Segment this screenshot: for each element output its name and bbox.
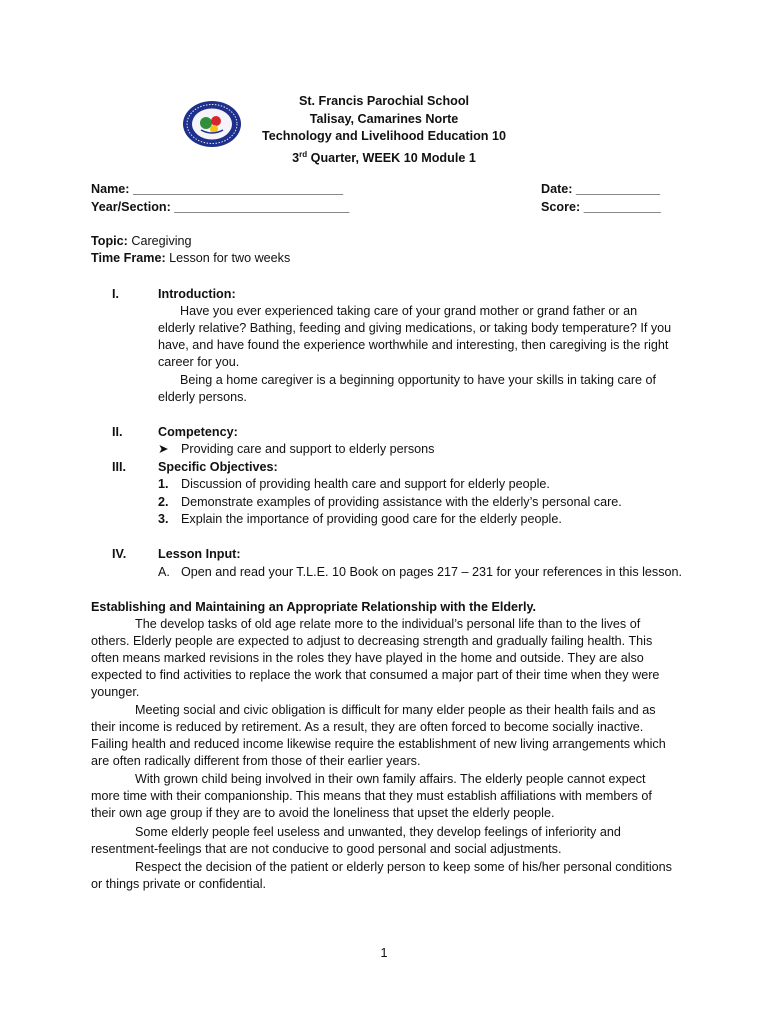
section-number-iv: IV.: [112, 547, 127, 561]
objective-item: Discussion of providing health care and support for elderly people.: [181, 477, 550, 491]
date-field: Date: ____________: [541, 182, 661, 196]
body-heading: Establishing and Maintaining an Appropriate Relationship with the Elderly.: [91, 600, 537, 614]
section-title-introduction: Introduction:: [158, 287, 236, 301]
page-number: 1: [380, 945, 388, 960]
objective-item: Explain the importance of providing good care for the elderly people.: [181, 512, 562, 526]
body-paragraph-2: Meeting social and civic obligation is difficult for many elder people as their health fails and as their income is reduced by retirement. As a result, they are often forced to become socially inactive. Failing health and reduced income likewise require the establishment of new living arrangements which are often radically different from those of their earlier years.: [91, 703, 666, 768]
lesson-input-text: Open and read your T.L.E. 10 Book on pages 217 – 231 for your references in this lesson.: [181, 565, 683, 579]
objective-item: Demonstrate examples of providing assistance with the elderly’s personal care.: [181, 495, 622, 509]
section-number-iii: III.: [112, 460, 126, 474]
section-title-lesson-input: Lesson Input:: [158, 547, 241, 561]
body-paragraph-1: The develop tasks of old age relate more to the individual’s personal life than to the lives of others. Elderly people are expected to adjust to decreasing strength and gradually failing health. This often means marked revisions in the roles they have played in the home and outside. They are also expected to find activities to replace the work that consumed a major part of their time when they were younger.: [91, 617, 660, 699]
body-paragraph-5: Respect the decision of the patient or elderly person to keep some of his/her personal conditions or things private or confidential.: [91, 860, 672, 891]
quarter-week-module: 3rd Quarter, WEEK 10 Module 1: [292, 150, 476, 166]
competency-bullet-icon: ➤: [158, 442, 169, 456]
section-title-competency: Competency:: [158, 425, 238, 439]
lesson-input-letter: A.: [158, 565, 170, 579]
score-field: Score: ___________: [541, 200, 661, 214]
subject-title: Technology and Livelihood Education 10: [262, 129, 506, 143]
objective-number: 2.: [158, 495, 169, 509]
school-location: Talisay, Camarines Norte: [309, 112, 459, 126]
body-paragraph-4: Some elderly people feel useless and unwanted, they develop feelings of inferiority and resentment-feelings that are not conducive to good personal and social adjustments.: [91, 825, 621, 856]
body-paragraph-3: With grown child being involved in their own family affairs. The elderly people cannot expect more time with their companionship. This means that they must establish affiliations with members of their own age group if they are to avoid the loneliness that upset the elderly people.: [91, 772, 652, 820]
intro-paragraph-1: Have you ever experienced taking care of your grand mother or grand father or an elderly relative? Bathing, feeding and giving medications, or taking body temperature? If you have, and have found the experience worthwhile and interesting, then caregiving is the right career for you.: [158, 304, 672, 369]
objective-number: 3.: [158, 512, 169, 526]
school-name: St. Francis Parochial School: [298, 94, 470, 108]
timeframe-line: Time Frame: Lesson for two weeks: [91, 251, 291, 265]
objective-number: 1.: [158, 477, 169, 491]
name-field: Name: ______________________________: [91, 182, 344, 196]
intro-paragraph-2: Being a home caregiver is a beginning opportunity to have your skills in taking care of elderly persons.: [158, 373, 657, 404]
section-number-i: I.: [112, 287, 119, 301]
competency-item: Providing care and support to elderly persons: [181, 442, 435, 456]
year-section-field: Year/Section: _________________________: [91, 200, 350, 214]
section-title-objectives: Specific Objectives:: [158, 460, 278, 474]
section-number-ii: II.: [112, 425, 123, 439]
topic-line: Topic: Caregiving: [91, 234, 192, 248]
